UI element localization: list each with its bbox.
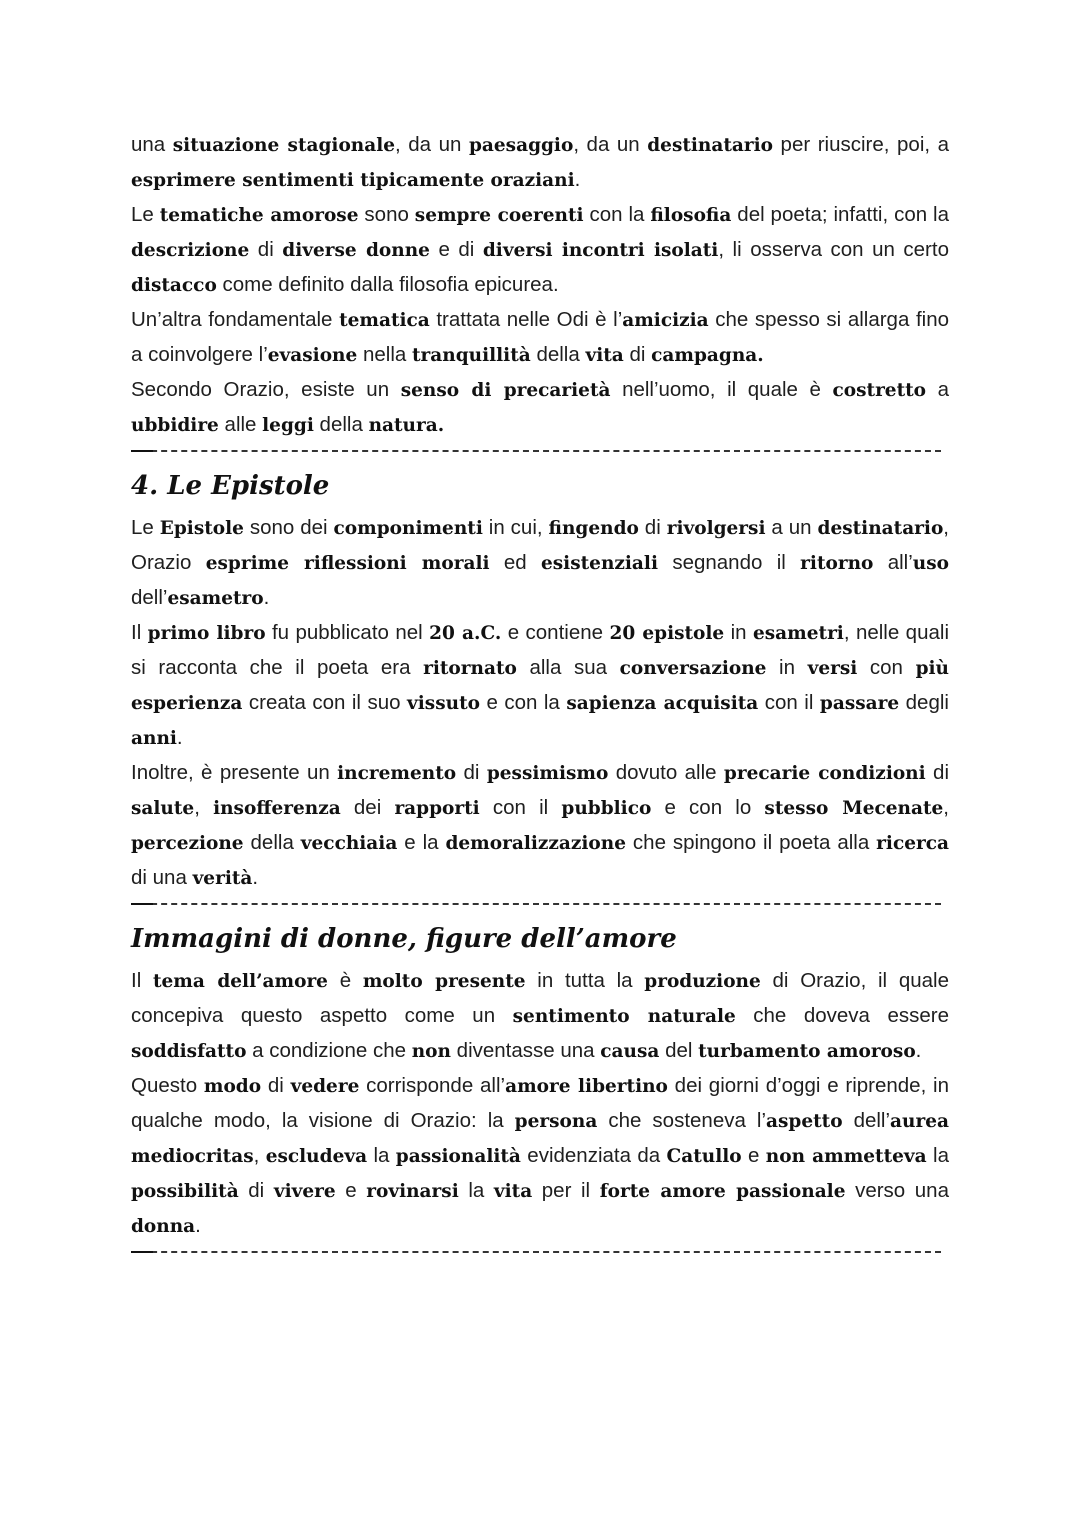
text-run: del — [659, 1039, 699, 1062]
bold-term: escludeva — [265, 1146, 368, 1167]
text-run: che sosteneva l’ — [597, 1109, 766, 1132]
heading-images-of-women: Immagini di donne, figure dell’amore — [131, 924, 677, 954]
bold-term: versi — [807, 658, 858, 679]
bold-term: componimenti — [333, 518, 483, 539]
text-run: della — [243, 831, 301, 854]
bold-term: destinatario — [647, 135, 774, 156]
bold-term: pessimismo — [486, 763, 609, 784]
bold-term: aspetto — [766, 1111, 843, 1132]
text-run: , li osserva con un certo — [718, 238, 949, 261]
bold-term: soddisfatto — [131, 1041, 247, 1062]
text-run: creata con il suo — [242, 691, 408, 714]
text-run: trattata nelle Odi è l’ — [429, 308, 623, 331]
text-run: come definito dalla filosofia epicurea. — [216, 273, 559, 296]
paragraph-epistole-intro — [131, 511, 949, 616]
text-run: verso una — [845, 1179, 949, 1202]
bold-term: non ammetteva — [765, 1146, 927, 1167]
bold-term: vita — [493, 1181, 533, 1202]
bold-term: molto presente — [362, 971, 526, 992]
bold-term: Catullo — [666, 1146, 742, 1167]
text-run: in cui, — [482, 516, 549, 539]
text-run: Inoltre, è presente un — [131, 761, 338, 784]
paragraph-love-themes — [131, 198, 949, 303]
text-run: , — [253, 1144, 266, 1167]
text-run: e con la — [479, 691, 567, 714]
text-run: in tutta la — [525, 969, 645, 992]
text-run: della — [530, 343, 586, 366]
bold-term: esprime riflessioni morali — [205, 553, 490, 574]
text-run: di — [456, 761, 487, 784]
text-run: Questo — [131, 1074, 204, 1097]
bold-term: persona — [514, 1111, 598, 1132]
bold-term: esametro — [167, 588, 264, 609]
bold-term: causa — [600, 1041, 660, 1062]
bold-term: verità — [192, 868, 253, 889]
text-run: Le — [131, 203, 160, 226]
bold-term: ricerca — [876, 833, 949, 854]
bold-term: leggi — [262, 415, 314, 436]
text-run: con — [857, 656, 916, 679]
bold-term: natura. — [368, 415, 445, 436]
bold-term: modo — [203, 1076, 262, 1097]
text-run: , nelle quali si racconta che il poeta era — [131, 621, 949, 679]
bold-term: destinatario — [817, 518, 944, 539]
text-run: in — [766, 656, 808, 679]
bold-term: costretto — [832, 380, 927, 401]
bold-term: possibilità — [131, 1181, 239, 1202]
text-run: in — [724, 621, 753, 644]
bold-term: pubblico — [561, 798, 652, 819]
text-run: la — [926, 1144, 949, 1167]
bold-term: esprimere sentimenti tipicamente oraziani — [131, 170, 575, 191]
bold-term: fingendo — [548, 518, 639, 539]
bold-term: precarie condizioni — [723, 763, 926, 784]
text-run: e contiene — [501, 621, 610, 644]
paragraph-libertine-love — [131, 1069, 949, 1244]
text-run: e con lo — [651, 796, 765, 819]
bold-term: rivolgersi — [666, 518, 766, 539]
text-run: e — [741, 1144, 766, 1167]
text-run: di — [925, 761, 950, 784]
text-run: evidenziata da — [520, 1144, 667, 1167]
bold-term: diverse donne — [282, 240, 430, 261]
text-run: nella — [357, 343, 412, 366]
bold-term: ritorno — [800, 553, 874, 574]
bold-term: non — [411, 1041, 451, 1062]
bold-term: vita — [585, 345, 624, 366]
text-run: e — [335, 1179, 367, 1202]
text-run: che spesso si allarga fino a coinvolgere l’ — [131, 308, 950, 366]
paragraph-seasonal-situation — [131, 128, 949, 198]
text-run: . — [574, 168, 581, 191]
bold-term: aurea mediocritas — [131, 1111, 949, 1167]
paragraph-first-book — [131, 616, 949, 756]
text-run: con il — [479, 796, 562, 819]
text-run: di — [638, 516, 667, 539]
text-run: alla sua — [516, 656, 620, 679]
bold-term: esametri — [753, 623, 844, 644]
bold-term: insofferenza — [213, 798, 341, 819]
bold-term: vecchiaia — [300, 833, 398, 854]
text-run: di — [238, 1179, 274, 1202]
text-run: del poeta; infatti, con la — [731, 203, 949, 226]
text-run: ed — [489, 551, 541, 574]
text-run: a un — [765, 516, 818, 539]
text-run: alle — [218, 413, 263, 436]
bold-term: stesso Mecenate — [764, 798, 944, 819]
text-run: a — [926, 378, 949, 401]
text-run: , — [194, 796, 214, 819]
text-run: dell’ — [842, 1109, 891, 1132]
text-run: . — [263, 586, 270, 609]
text-run: con la — [583, 203, 651, 226]
text-run: segnando il — [657, 551, 801, 574]
bold-term: Epistole — [159, 518, 244, 539]
text-run: di Orazio, il quale concepiva questo aspetto come un — [131, 969, 949, 1027]
bold-term: vivere — [273, 1181, 336, 1202]
text-run: che spingono il poeta alla — [625, 831, 877, 854]
text-run: della — [313, 413, 369, 436]
paragraph-precariousness — [131, 373, 949, 443]
text-run: per riuscire, poi, a — [773, 133, 950, 156]
bold-term: evasione — [267, 345, 358, 366]
text-run: e di — [429, 238, 483, 261]
text-run: sono dei — [243, 516, 334, 539]
bold-term: ritornato — [423, 658, 517, 679]
document-page — [131, 128, 949, 1268]
bold-term: primo libro — [147, 623, 266, 644]
text-run: dei — [340, 796, 395, 819]
text-run: di — [249, 238, 283, 261]
bold-term: paesaggio — [468, 135, 574, 156]
text-run: a condizione che — [246, 1039, 412, 1062]
text-run: Secondo Orazio, esiste un — [131, 378, 401, 401]
bold-term: amicizia — [622, 310, 709, 331]
heading-epistole: 4. Le Epistole — [131, 471, 330, 501]
bold-term: incremento — [337, 763, 457, 784]
bold-term: tematica — [339, 310, 430, 331]
text-run: di una — [131, 866, 193, 889]
text-run: Un’altra fondamentale — [131, 308, 340, 331]
text-run: degli — [899, 691, 949, 714]
text-run: dovuto alle — [608, 761, 724, 784]
bold-term: sapienza acquisita — [566, 693, 759, 714]
text-run: all’ — [873, 551, 913, 574]
bold-term: tematiche amorose — [159, 205, 359, 226]
text-run: Il — [131, 969, 153, 992]
bold-term: produzione — [644, 971, 761, 992]
text-run: , — [943, 796, 949, 819]
text-run: dell’ — [131, 586, 168, 609]
text-run: Il — [131, 621, 148, 644]
bold-term: ubbidire — [131, 415, 219, 436]
text-run: è — [327, 969, 363, 992]
bold-term: distacco — [131, 275, 217, 296]
bold-term: 20 a.C. — [429, 623, 502, 644]
text-run: diventasse una — [450, 1039, 601, 1062]
bold-term: sentimento naturale — [512, 1006, 736, 1027]
bold-term: più esperienza — [131, 658, 949, 714]
paragraph-theme-of-love — [131, 964, 949, 1069]
text-run: di — [623, 343, 652, 366]
text-run: di — [261, 1074, 291, 1097]
text-run: dei giorni d’oggi e riprende, in qualche modo, la visione di Orazio: la — [131, 1074, 949, 1132]
bold-term: donna — [131, 1216, 196, 1237]
bold-term: situazione stagionale — [172, 135, 396, 156]
text-run: . — [252, 866, 259, 889]
bold-term: turbamento amoroso — [698, 1041, 916, 1062]
bold-term: campagna. — [651, 345, 764, 366]
text-run: e la — [397, 831, 446, 854]
bold-term: salute — [131, 798, 195, 819]
bold-term: uso — [912, 553, 949, 574]
text-run: fu pubblicato nel — [265, 621, 430, 644]
bold-term: amore libertino — [505, 1076, 668, 1097]
bold-term: senso di precarietà — [400, 380, 611, 401]
section-divider — [131, 1244, 949, 1264]
bold-term: esistenziali — [541, 553, 658, 574]
bold-term: diversi incontri isolati — [482, 240, 719, 261]
text-run: per il — [532, 1179, 600, 1202]
bold-term: vedere — [290, 1076, 360, 1097]
bold-term: tema dell’amore — [152, 971, 328, 992]
text-run: . — [176, 726, 183, 749]
paragraph-pessimism — [131, 756, 949, 896]
text-run: nell’uomo, il quale è — [610, 378, 833, 401]
paragraph-friendship — [131, 303, 949, 373]
bold-term: sempre coerenti — [414, 205, 584, 226]
section-divider — [131, 443, 949, 463]
bold-term: forte amore passionale — [599, 1181, 846, 1202]
text-run: con il — [758, 691, 820, 714]
text-run: . — [195, 1214, 201, 1237]
text-run: sono — [358, 203, 415, 226]
bold-term: 20 epistole — [609, 623, 725, 644]
bold-term: filosofia — [650, 205, 732, 226]
bold-term: descrizione — [131, 240, 250, 261]
bold-term: vissuto — [407, 693, 480, 714]
text-run: , da un — [573, 133, 648, 156]
text-run: corrisponde all’ — [359, 1074, 506, 1097]
text-run: una — [131, 133, 173, 156]
bold-term: rapporti — [394, 798, 480, 819]
text-run: Le — [131, 516, 160, 539]
bold-term: anni — [131, 728, 177, 749]
text-run: la — [367, 1144, 396, 1167]
text-run: la — [458, 1179, 494, 1202]
bold-term: conversazione — [619, 658, 767, 679]
bold-term: demoralizzazione — [445, 833, 626, 854]
bold-term: passionalità — [395, 1146, 521, 1167]
text-run: , Orazio — [131, 516, 949, 574]
bold-term: rovinarsi — [366, 1181, 459, 1202]
bold-term: tranquillità — [411, 345, 531, 366]
section-divider — [131, 896, 949, 916]
text-run: che doveva essere — [735, 1004, 950, 1027]
text-run: . — [915, 1039, 922, 1062]
bold-term: percezione — [131, 833, 244, 854]
text-run: , da un — [395, 133, 469, 156]
bold-term: passare — [819, 693, 900, 714]
